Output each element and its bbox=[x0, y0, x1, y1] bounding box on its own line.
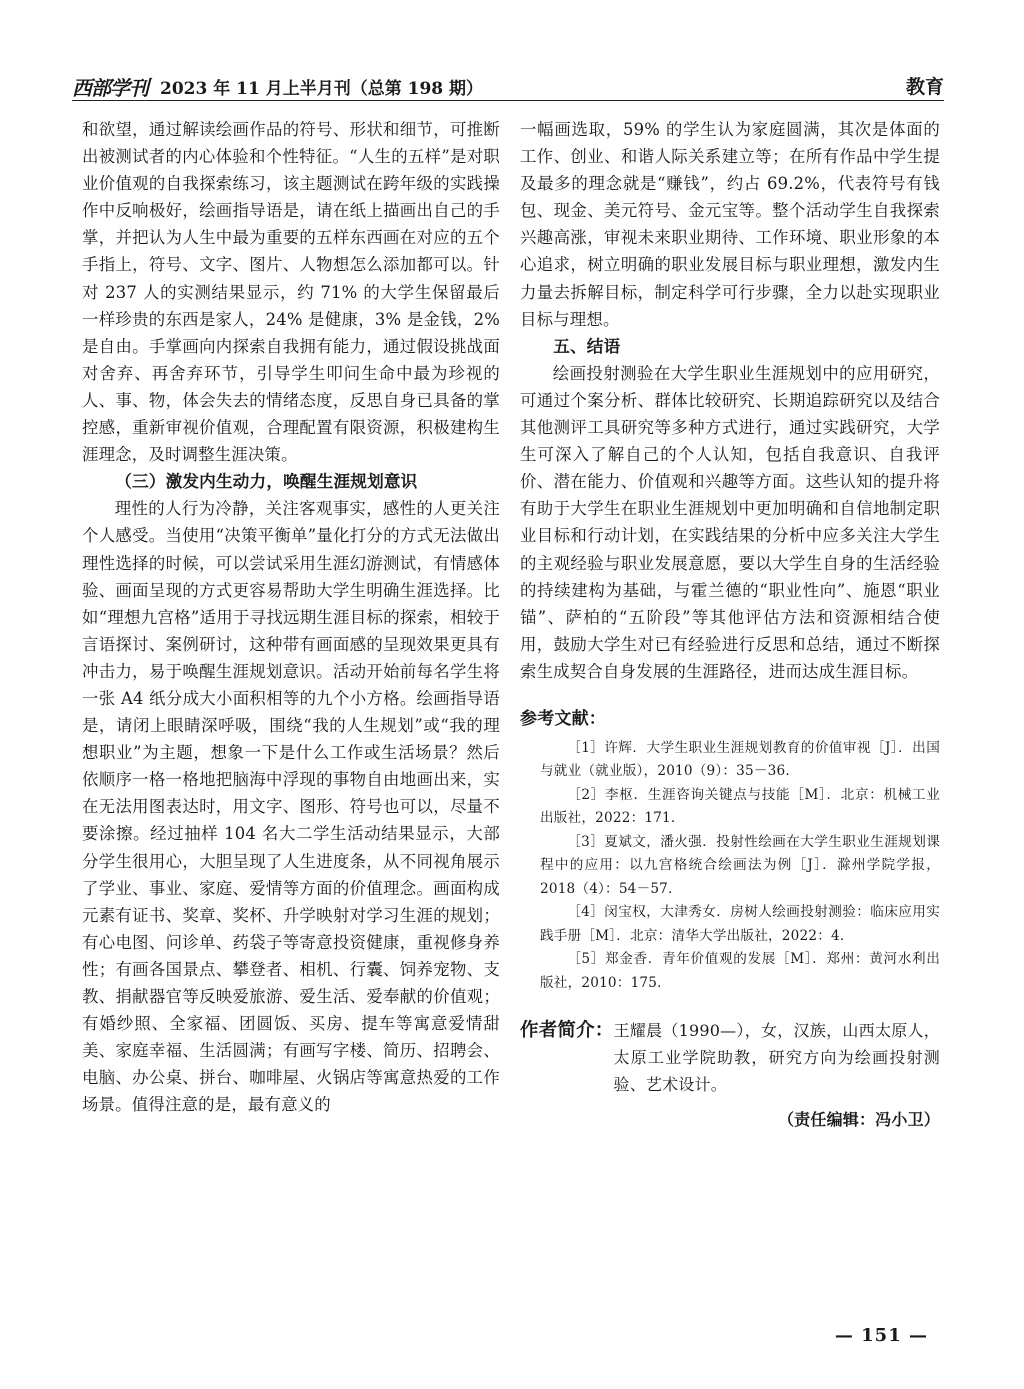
author-text: 王耀晨（1990—），女，汉族，山西太原人，太原工业学院助教，研究方向为绘画投射测验、艺术设计。 bbox=[613, 1021, 940, 1095]
author-label: 作者简介： bbox=[520, 1020, 614, 1042]
issue-info: 2023 年 11 月上半月刊（总第 198 期） bbox=[160, 79, 484, 99]
left-paragraph-2: 理性的人行为冷静，关注客观事实，感性的人更关注个人感受。当使用“决策平衡单”量化打分的方式无法做出理性选择的时候，可以尝试采用生涯幻游测试，有情感体验、画面呈现的方式更容易帮助大学生明确生涯选择。比如“理想九宫格”适用于寻找远期生涯目标的探索，相较于言语探讨、案例研讨，这种带有画面感的呈现效果更具有冲击力，易于唤醒生涯规划意识。活动开始前每名学生将一张 A4 纸分成大小面积相等的九个小方格。绘画指导语是，请闭上眼睛深呼吸，围绕“我的人生规划”或“我的理想职业”为主题，想象一下是什么工作或生活场景？然后依顺序一格一格地把脑海中浮现的事物自由地画出来，实在无法用图表达时，用文字、图形、符号也可以，尽量不要涂擦。经过抽样 104 名大二学生活动结果显示，大部分学生很用心，大胆呈现了人生进度条，从不同视角展示了学业、事业、家庭、爱情等方面的价值理念。画面构成元素有证书、奖章、奖杯、升学映射对学习生涯的规划；有心电图、问诊单、药袋子等寄意投资健康，重视修身养性；有画各国景点、攀登者、相机、行囊、饲养宠物、支教、捐献器官等反映爱旅游、爱生活、爱奉献的价值观；有婚纱照、全家福、团圆饭、买房、提车等寓意爱情甜美、家庭幸福、生活圆满；有画写字楼、简历、招聘会、电脑、办公桌、拼台、咖啡屋、火锅店等寓意热爱的工作场景。值得注意的是，最有意义的 bbox=[82, 499, 500, 1115]
reference-item: ［5］郑金香．青年价值观的发展［M］．郑州：黄河水利出版社，2010：175． bbox=[540, 951, 940, 991]
reference-list bbox=[520, 737, 940, 996]
conclusion-paragraph: 绘画投射测验在大学生职业生涯规划中的应用研究，可通过个案分析、群体比较研究、长期追踪研究以及结合其他测评工具研究等多种方式进行，通过实践研究，大学生可深入了解自己的个人认知，包括自我意识、自我评价、潜在能力、价值观和兴趣等方面。这些认知的提升将有助于大学生在职业生涯规划中更加明确和自信地制定职业目标和行动计划，在实践结果的分析中应多关注大学生的主观经验与职业发展意愿，要以大学生自身的生活经验的持续建构为基础，与霍兰德的“职业性向”、施恩“职业锚”、萨柏的“五阶段”等其他评估方法和资源相结合使用，鼓励大学生对已有经验进行反思和总结，通过不断探索生成契合自身发展的生涯路径，进而达成生涯目标。 bbox=[520, 363, 940, 681]
author-bio bbox=[520, 1017, 940, 1098]
reference-item: ［2］李枢．生涯咨询关键点与技能［M］．北京：机械工业出版社，2022：171． bbox=[540, 786, 940, 827]
editor-note: （责任编辑：冯小卫） bbox=[777, 1110, 940, 1130]
reference-item: ［4］闵宝权，大津秀女．房树人绘画投射测验：临床应用实践手册［M］．北京：清华大学出版社，2022：4． bbox=[540, 904, 940, 944]
section-heading-3: （三）激发内生动力，唤醒生涯规划意识 bbox=[115, 472, 418, 492]
right-column bbox=[520, 116, 940, 1134]
page-header bbox=[72, 68, 944, 100]
reference-item: ［1］许辉．大学生职业生涯规划教育的价值审视［J］．出国与就业（就业版），2010（9）：35－36． bbox=[540, 739, 940, 780]
references-title: 参考文献： bbox=[520, 708, 606, 729]
page-number: — 151 — bbox=[834, 1325, 928, 1346]
left-paragraph-1: 和欲望，通过解读绘画作品的符号、形状和细节，可推断出被测试者的内心体验和个性特征。“人生的五样”是对职业价值观的自我探索练习，该主题测试在跨年级的实践操作中反响极好，绘画指导语是，请在纸上描画出自己的手掌，并把认为人生中最为重要的五样东西画在对应的五个手指上，符号、文字、图片、人物想怎么添加都可以。针对 237 人的实测结果显示，约 71% 的大学生保留最后一样珍贵的东西是家人，24% 是健康，3% 是金钱，2% 是自由。手掌画向内探索自我拥有能力，通过假设挑战面对舍弃、再舍弃环节，引导学生叩问生命中最为珍视的人、事、物，体会失去的情绪态度，反思自身已具备的掌控感，重新审视价值观，合理配置有限资源，积极建构生涯理念，及时调整生涯决策。 bbox=[82, 120, 500, 465]
journal-logo: 西部学刊 bbox=[72, 76, 148, 100]
right-paragraph-1: 一幅画选取，59% 的学生认为家庭圆满，其次是体面的工作、创业、和谐人际关系建立等；在所有作品中学生提及最多的理念就是“赚钱”，约占 69.2%，代表符号有钱包、现金、美元符号、金元宝等。整个活动学生自我探索兴趣高涨，审视未来职业期待、工作环境、职业形象的本心追求，树立明确的职业发展目标与职业理想，激发内生力量去拆解目标，制定科学可行步骤，全力以赴实现职业目标与理想。 bbox=[520, 120, 940, 329]
section-name: 教育 bbox=[905, 76, 944, 98]
left-column bbox=[82, 116, 500, 1118]
conclusion-heading: 五、结语 bbox=[553, 336, 621, 356]
header-rule bbox=[72, 100, 944, 101]
reference-item: ［3］夏斌文，潘火强．投射性绘画在大学生职业生涯规划课程中的应用：以九宫格统合绘画法为例［J］．滁州学院学报，2018（4）：54－57． bbox=[540, 833, 940, 897]
